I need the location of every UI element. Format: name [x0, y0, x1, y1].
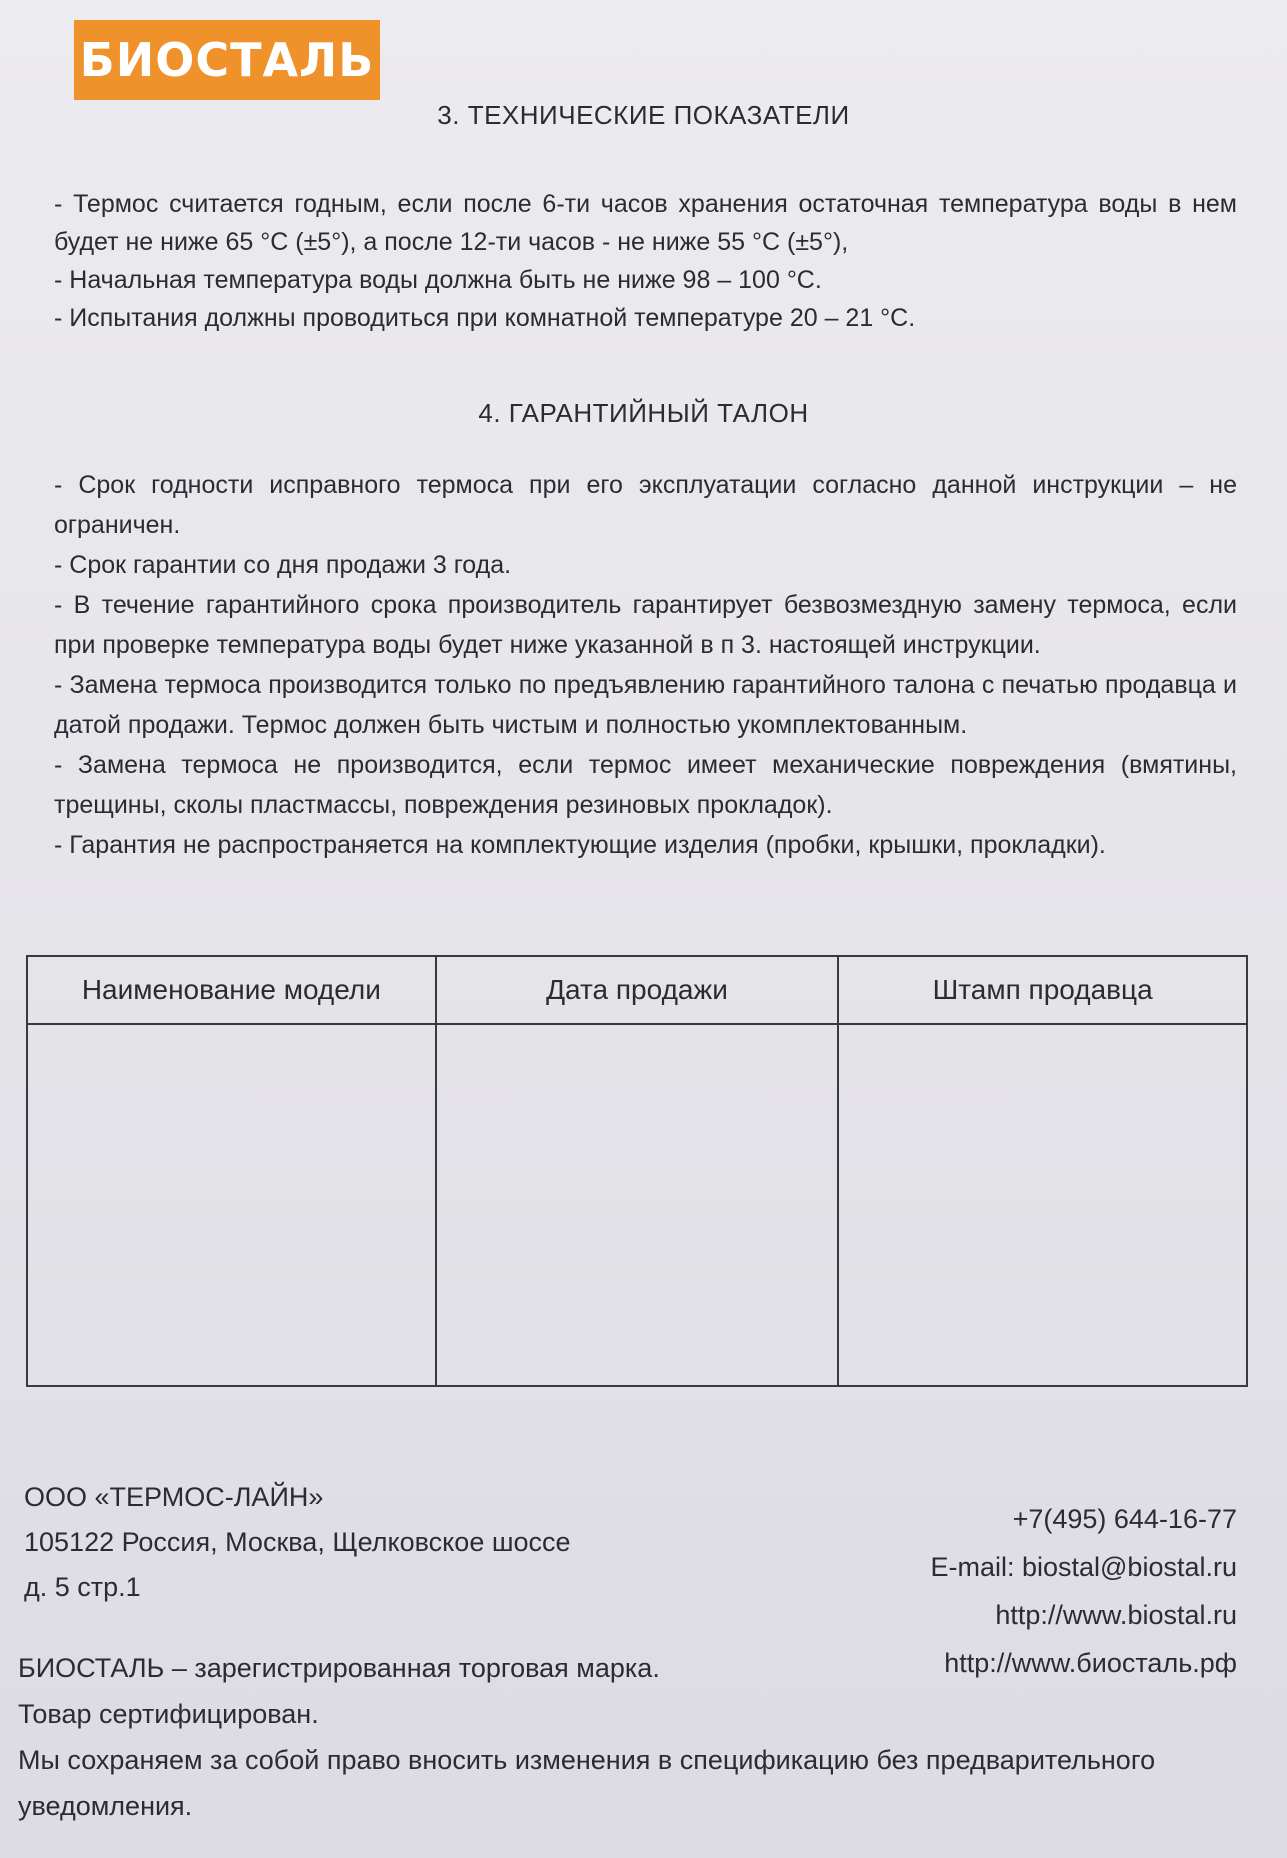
company-name: ООО «ТЕРМОС-ЛАЙН» — [24, 1482, 324, 1512]
section-4-item: - Срок годности исправного термоса при его эксплуатации согласно данной инструкции – не ограничен. — [54, 471, 1237, 539]
company-phone: +7(495) 644-16-77 — [1012, 1504, 1237, 1534]
company-address-block — [24, 1475, 571, 1610]
seller-stamp-cell — [838, 1024, 1247, 1386]
section-4-item: - Замена термоса производится только по предъявлению гарантийного талона с печатью продавца и датой продажи. Термос должен быть чистым и полностью укомплектованным. — [54, 671, 1237, 739]
rights-note: Мы сохраняем за собой право вносить изменения в спецификацию без предварительного уведомления. — [18, 1745, 1156, 1821]
certification-note: Товар сертифицирован. — [18, 1699, 319, 1729]
sale-date-cell — [436, 1024, 839, 1386]
company-address-line: 105122 Россия, Москва, Щелковское шоссе — [24, 1527, 571, 1557]
company-email: E-mail: biostal@biostal.ru — [930, 1552, 1237, 1582]
section-4-item: - Замена термоса не производится, если термос имеет механические повреждения (вмятины, трещины, сколы пластмассы, повреждения резиновых прокладок). — [54, 751, 1237, 819]
trademark-note: БИОСТАЛЬ – зарегистрированная торговая марка. — [18, 1653, 660, 1683]
section-3-text — [54, 185, 1237, 337]
section-4-text — [54, 465, 1237, 865]
legal-notes — [18, 1645, 1247, 1829]
model-name-header: Наименование модели — [27, 956, 436, 1024]
section-4-title: 4. ГАРАНТИЙНЫЙ ТАЛОН — [478, 398, 809, 428]
section-4-item: - Гарантия не распространяется на комплектующие изделия (пробки, крышки, прокладки). — [54, 831, 1106, 859]
section-3-item: - Испытания должны проводиться при комнатной температуре 20 – 21 °С. — [54, 304, 916, 332]
company-website: http://www.biostal.ru — [995, 1600, 1237, 1630]
section-4-item: - В течение гарантийного срока производитель гарантирует безвозмездную замену термоса, если при проверке температура воды будет ниже указанной в п 3. настоящей инструкции. — [54, 591, 1237, 659]
company-address-line: д. 5 стр.1 — [24, 1572, 141, 1602]
company-website-rf: http://www.биосталь.рф — [944, 1648, 1237, 1678]
sale-date-header: Дата продажи — [436, 956, 839, 1024]
section-3-item: - Начальная температура воды должна быть не ниже 98 – 100 °С. — [54, 266, 822, 294]
section-3-item: - Термос считается годным, если после 6-ти часов хранения остаточная температура воды в нем будет не ниже 65 °С (±5°), а после 12-ти часов - не ниже 55 °С (±5°), — [54, 190, 1237, 256]
section-3-title: 3. ТЕХНИЧЕСКИЕ ПОКАЗАТЕЛИ — [437, 100, 850, 130]
table-header-row — [27, 956, 1247, 1024]
table-row — [27, 1024, 1247, 1386]
section-4-item: - Срок гарантии со дня продажи 3 года. — [54, 551, 512, 579]
warranty-card-table — [26, 955, 1248, 1387]
model-name-cell — [27, 1024, 436, 1386]
biostal-logo: БИОСТАЛЬ — [74, 20, 380, 100]
seller-stamp-header: Штамп продавца — [838, 956, 1247, 1024]
